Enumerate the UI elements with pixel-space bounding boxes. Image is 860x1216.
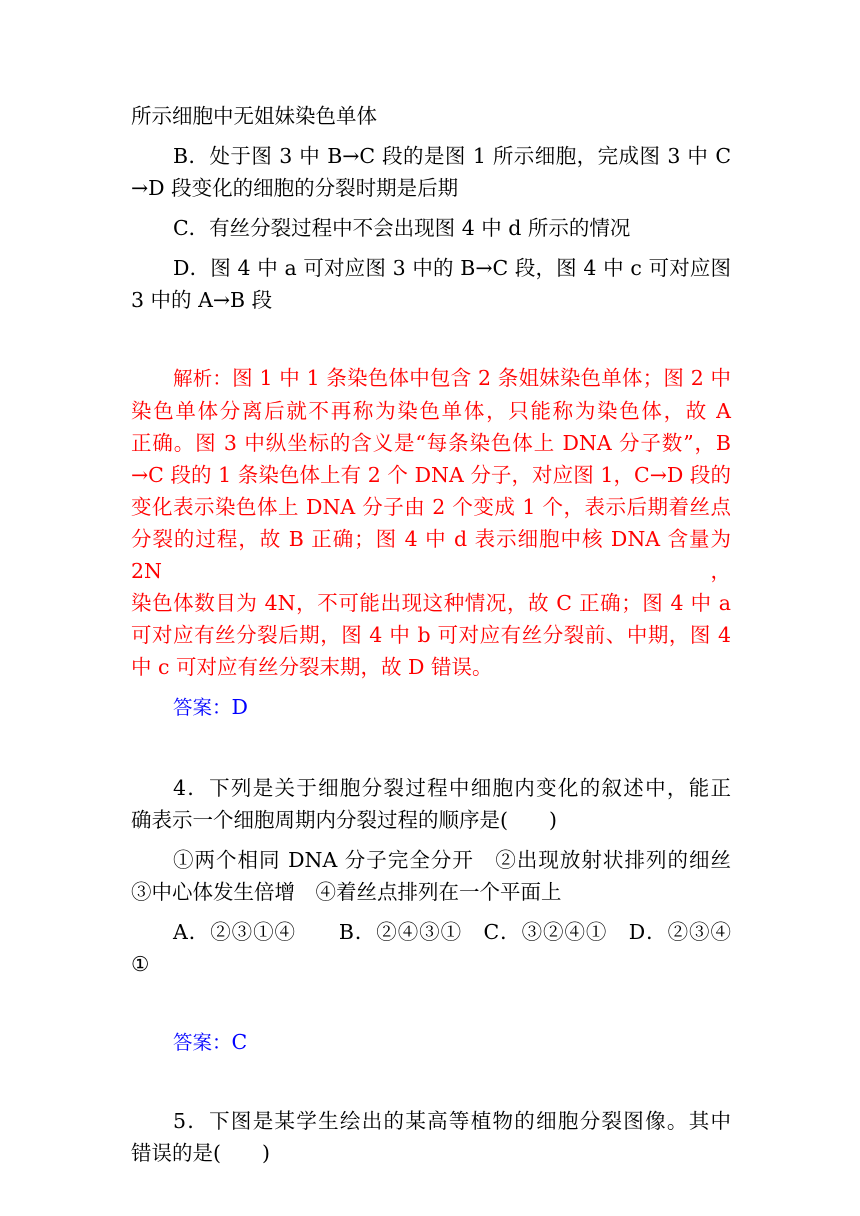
q3-analysis-line-5: 变化表示染色体上 DNA 分子由 2 个变成 1 个，表示后期着丝点 (131, 495, 731, 519)
document-page (131, 100, 731, 1169)
q4-options-line-1: A．②③①④ B．②④③① C．③②④① D．②③④ (173, 920, 731, 944)
q3-analysis-line-7: 染色体数目为 4N，不可能出现这种情况，故 C 正确；图 4 中 a (131, 591, 731, 615)
q3-option-b-line-2: →D 段变化的细胞的分裂时期是后期 (131, 176, 459, 200)
q3-analysis-line-9: 中 c 可对应有丝分裂末期，故 D 错误。 (131, 655, 493, 679)
q3-option-c (131, 212, 731, 244)
q5-stem-line-2: 错误的是( ) (131, 1141, 270, 1165)
q4-stem-line-1: 4．下列是关于细胞分裂过程中细胞内变化的叙述中，能正 (173, 776, 731, 800)
q4-answer (131, 1026, 731, 1059)
q3-analysis-line-1: 解析：图 1 中 1 条染色体中包含 2 条姐妹染色单体；图 2 中 (173, 366, 731, 390)
q3-option-b-line-1: B．处于图 3 中 B→C 段的是图 1 所示细胞，完成图 3 中 C (173, 144, 731, 168)
answer-value: D (231, 695, 248, 719)
q3-option-c-line: C．有丝分裂过程中不会出现图 4 中 d 所示的情况 (173, 216, 631, 240)
q4-statements-line-1: ①两个相同 DNA 分子完全分开 ②出现放射状排列的细丝 (173, 848, 731, 872)
q5-stem-line-1: 5．下图是某学生绘出的某高等植物的细胞分裂图像。其中 (173, 1109, 731, 1133)
q3-analysis-line-8: 可对应有丝分裂后期，图 4 中 b 可对应有丝分裂前、中期，图 4 (131, 623, 731, 647)
q4-options-line-2: ① (131, 952, 150, 976)
analysis-label: 解析： (173, 367, 233, 390)
q4-statements (131, 844, 731, 908)
q4-answer-line (131, 1026, 731, 1059)
q3-analysis-line-3: 正确。图 3 中纵坐标的含义是“每条染色体上 DNA 分子数”，B (131, 431, 731, 455)
q3-option-d-line-2: 3 中的 A→B 段 (131, 288, 273, 312)
answer-value: C (231, 1030, 248, 1054)
q3-option-d (131, 252, 731, 316)
q5-stem (131, 1105, 731, 1169)
q3-analysis-line-2: 染色单体分离后就不再称为染色单体，只能称为染色体，故 A (131, 399, 731, 423)
answer-label: 答案： (173, 1031, 232, 1054)
q4-statements-line-2: ③中心体发生倍增 ④着丝点排列在一个平面上 (131, 880, 562, 904)
q3-analysis-line-6: 分裂的过程，故 B 正确；图 4 中 d 表示细胞中核 DNA 含量为 2N， (131, 527, 731, 583)
q3-option-d-line-1: D．图 4 中 a 可对应图 3 中的 B→C 段，图 4 中 c 可对应图 (173, 256, 731, 280)
q3-answer (131, 691, 731, 724)
q3-option-a-continuation: 所示细胞中无姐妹染色单体 (131, 104, 377, 128)
q3-analysis-line-4: →C 段的 1 条染色体上有 2 个 DNA 分子，对应图 1，C→D 段的 (131, 463, 731, 487)
q3-option-b (131, 140, 731, 204)
q4-stem-line-2: 确表示一个细胞周期内分裂过程的顺序是( ) (131, 808, 557, 832)
q3-analysis (131, 362, 731, 683)
answer-label: 答案： (173, 696, 232, 719)
q4-stem (131, 772, 731, 836)
q3-answer-line (131, 691, 731, 724)
q4-options (131, 916, 731, 980)
